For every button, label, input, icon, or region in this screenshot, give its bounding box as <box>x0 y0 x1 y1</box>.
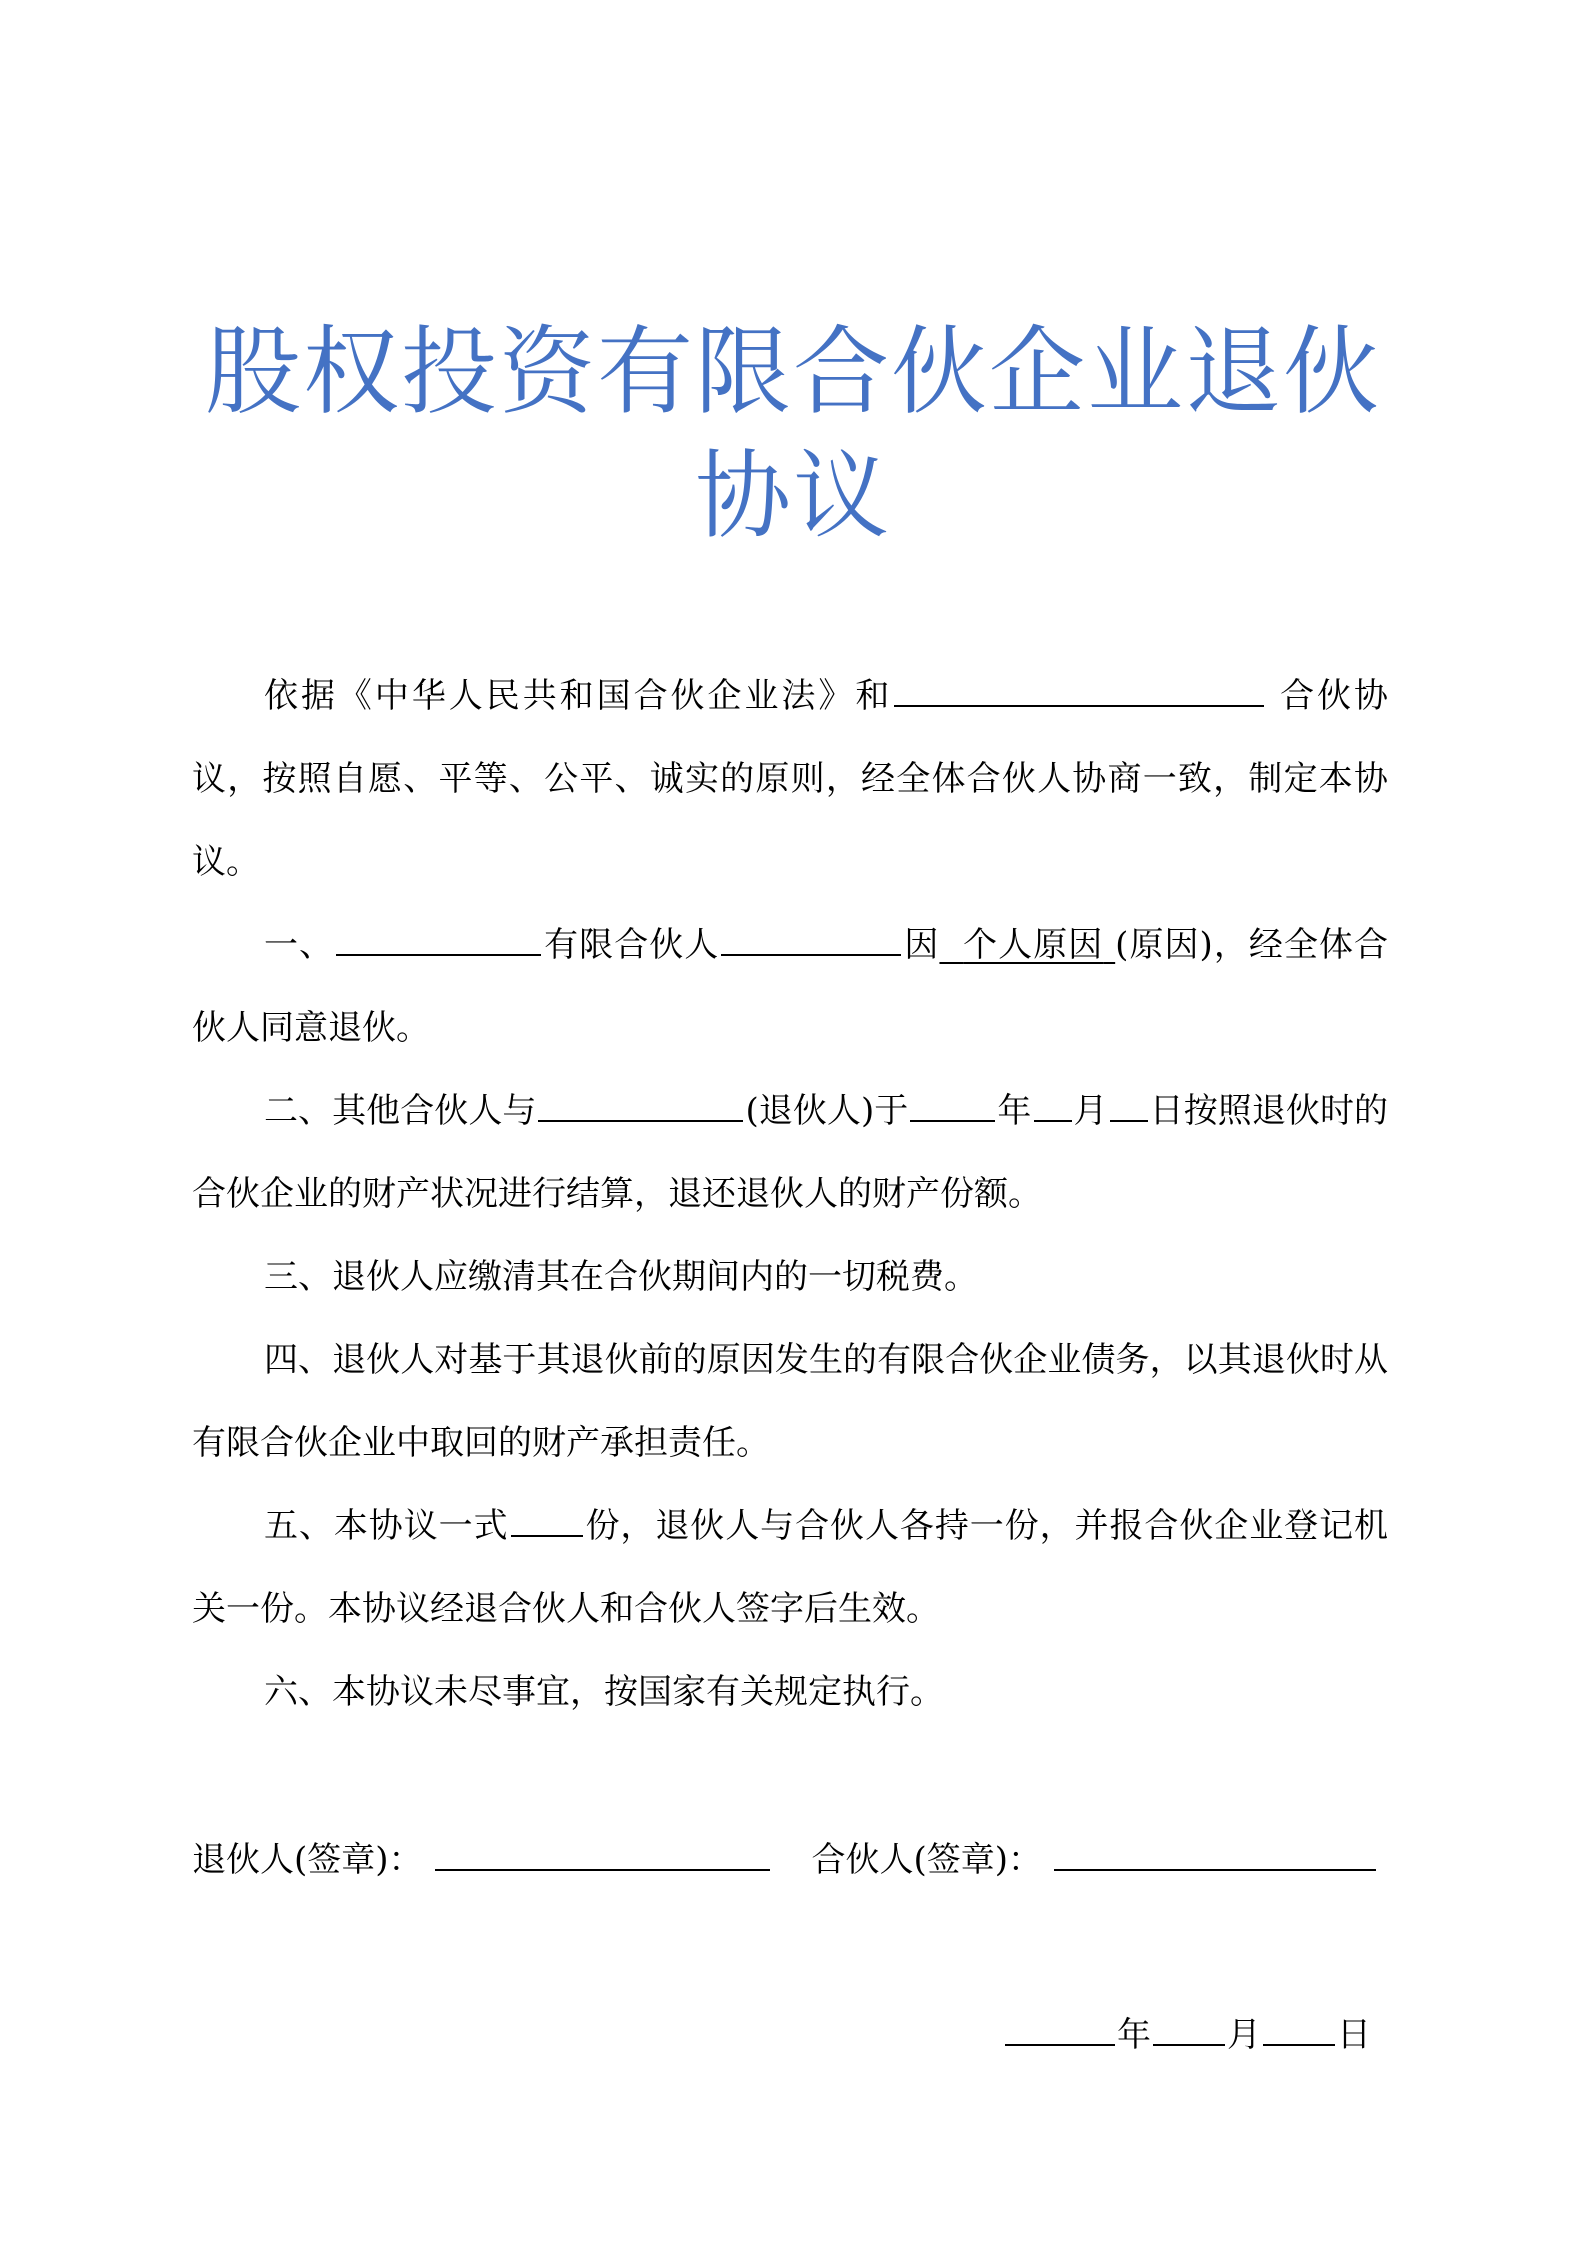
clause-2-month-label: 月 <box>1073 1091 1108 1131</box>
withdrawing-partner-blank[interactable] <box>538 1088 743 1122</box>
agreement-name-blank[interactable] <box>894 673 1264 707</box>
clause-1-prefix: 一、 <box>264 925 335 965</box>
title-line-1: 股权投资有限合伙企业退伙 <box>205 316 1381 428</box>
clause-2-prefix: 二、其他合伙人与 <box>264 1091 537 1131</box>
intro-paragraph <box>192 655 1388 904</box>
partner-signature-line[interactable] <box>1054 1837 1376 1871</box>
intro-text-2: 合伙协议，按照自愿、平等、公平、诚实的原则，经全体合伙人协商一致，制定本协议。 <box>192 676 1389 882</box>
settlement-month-blank[interactable] <box>1034 1088 1072 1122</box>
partner-signature <box>812 1830 1379 1890</box>
copies-count-blank[interactable] <box>511 1503 583 1537</box>
reason-field[interactable] <box>939 925 1115 965</box>
clause-2-text-1: (退伙人)于 <box>745 1091 909 1131</box>
clause-4: 四、退伙人对基于其退伙前的原因发生的有限合伙企业债务，以其退伙时从有限合伙企业中取回的财产承担责任。 <box>192 1340 1388 1463</box>
signing-date <box>1003 2005 1371 2065</box>
clause-6: 六、本协议未尽事宜，按国家有关规定执行。 <box>264 1672 944 1712</box>
clause-1-text-2: 因 <box>903 925 940 965</box>
date-day-blank[interactable] <box>1263 2012 1335 2046</box>
settlement-year-blank[interactable] <box>910 1088 995 1122</box>
date-month-label: 月 <box>1227 2015 1261 2055</box>
reason-value: 个人原因 <box>963 925 1104 965</box>
withdrawing-partner-signature <box>192 1830 772 1890</box>
signature-row <box>192 1830 1388 1890</box>
withdrawing-signature-label: 退伙人(签章)： <box>192 1840 423 1880</box>
document-body <box>192 655 1388 1734</box>
clause-3: 三、退伙人应缴清其在合伙期间内的一切税费。 <box>264 1257 978 1297</box>
intro-text-1: 依据《中华人民共和国合伙企业法》和 <box>264 676 893 716</box>
date-month-blank[interactable] <box>1153 2012 1225 2046</box>
date-year-blank[interactable] <box>1005 2012 1115 2046</box>
clause-5-suffix: 份，退伙人与合伙人各持一份，并报合伙企业登记机关一份。本协议经退合伙人和合伙人签字后生效。 <box>192 1506 1389 1629</box>
clause-2 <box>192 1070 1388 1236</box>
clause-2-suffix: 日按照退伙时的合伙企业的财产状况进行结算，退还退伙人的财产份额。 <box>192 1091 1389 1214</box>
clause-1-suffix: (原因)，经全体合伙人同意退伙。 <box>192 925 1389 1048</box>
date-year-label: 年 <box>1117 2015 1151 2055</box>
enterprise-name-blank[interactable] <box>336 922 541 956</box>
clause-2-year-label: 年 <box>997 1091 1032 1131</box>
clause-5-prefix: 五、本协议一式 <box>264 1506 509 1546</box>
date-day-label: 日 <box>1337 2015 1371 2055</box>
partner-signature-label: 合伙人(签章)： <box>811 1840 1043 1880</box>
clause-5 <box>192 1485 1388 1651</box>
settlement-day-blank[interactable] <box>1110 1088 1148 1122</box>
withdrawing-signature-line[interactable] <box>435 1837 770 1871</box>
clause-1 <box>192 904 1388 1070</box>
clause-1-text-1: 有限合伙人 <box>543 925 720 965</box>
document-title <box>0 310 1586 558</box>
title-line-2: 协议 <box>695 440 891 552</box>
limited-partner-blank[interactable] <box>721 922 901 956</box>
